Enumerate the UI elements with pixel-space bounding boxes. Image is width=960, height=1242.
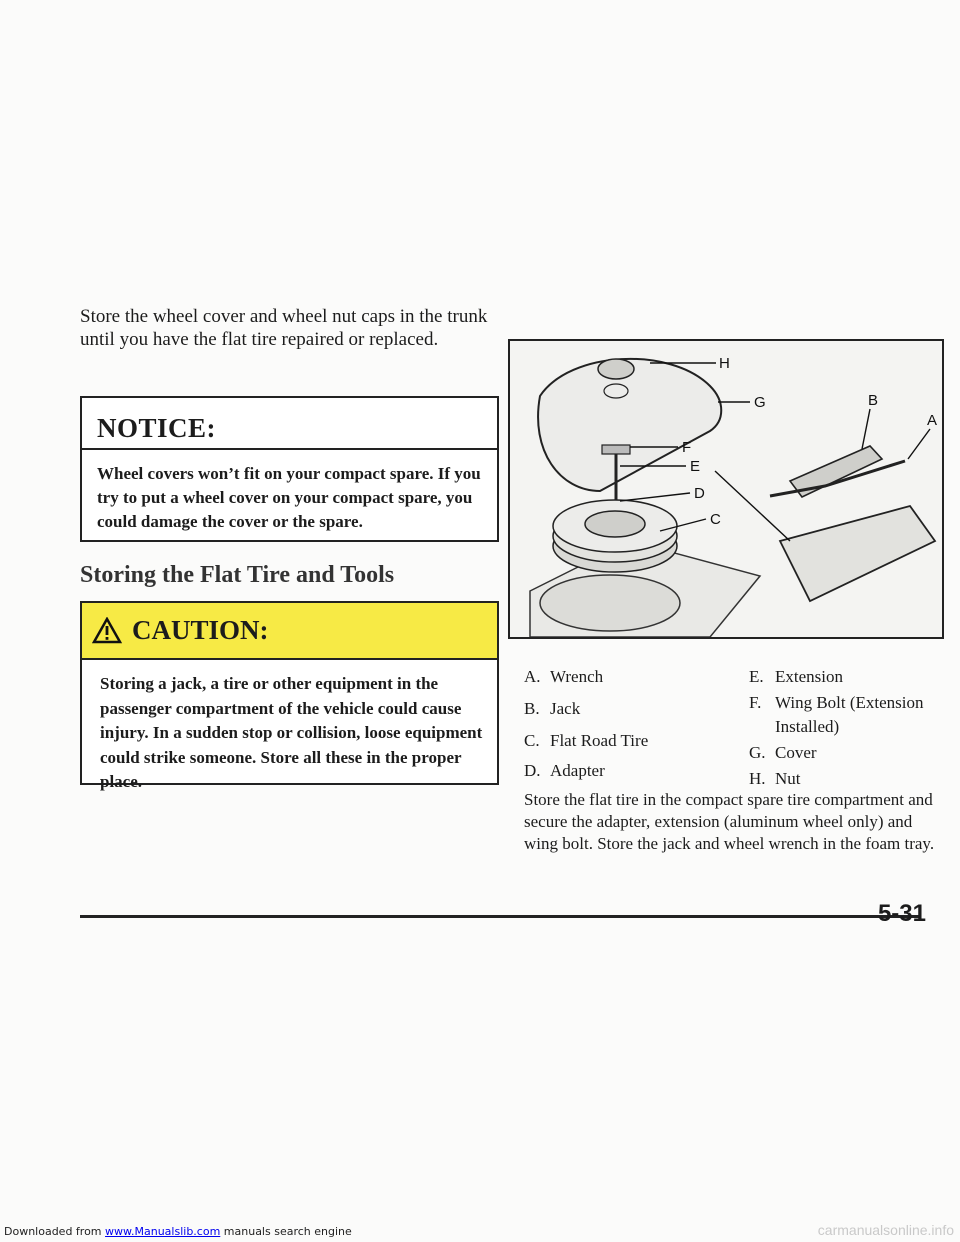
- legend-item: [749, 665, 949, 689]
- download-footer: [4, 1225, 352, 1238]
- legend-key: G.: [749, 743, 766, 762]
- nut-shape: [598, 359, 634, 379]
- spare-well-shape: [540, 575, 680, 631]
- page-number: 5-31: [877, 900, 926, 927]
- caution-box: [80, 601, 499, 791]
- footer-rule: [80, 915, 920, 918]
- notice-box: [80, 396, 499, 542]
- manualslib-link[interactable]: www.Manualslib.com: [105, 1225, 221, 1238]
- legend-key: F.: [749, 693, 762, 712]
- legend-text: Jack: [550, 699, 581, 718]
- legend-right: [749, 665, 949, 793]
- legend-text: Wing Bolt (Extension Installed): [775, 693, 924, 736]
- footer-suffix: manuals search engine: [220, 1225, 352, 1238]
- legend-text: Extension: [775, 667, 843, 686]
- legend-text: Adapter: [550, 761, 605, 780]
- section-heading: Storing the Flat Tire and Tools: [80, 562, 395, 588]
- legend-item: [749, 767, 949, 791]
- leader-line-b: [862, 409, 870, 449]
- legend-key: D.: [524, 761, 541, 780]
- diagram-illustration: [510, 341, 942, 637]
- legend-item: [524, 759, 734, 783]
- watermark: carmanualsonline.info: [817, 1222, 954, 1238]
- legend-item: [749, 691, 949, 739]
- figure-label-f: F: [682, 439, 692, 456]
- legend-key: B.: [524, 699, 540, 718]
- legend-text: Cover: [775, 743, 817, 762]
- footer-prefix: Downloaded from: [4, 1225, 106, 1238]
- store-paragraph: Store the flat tire in the compact spare tire compartment and secure the adapter, extension (aluminum wheel only) and wing bolt. Store the jack and wheel wrench in the foam tray.: [524, 790, 935, 853]
- legend-text: Nut: [775, 769, 801, 788]
- figure-label-c: C: [710, 511, 721, 528]
- notice-body: Wheel covers won’t fit on your compact spare. If you try to put a wheel cover on your compact spare, you could damage the cover or the spare.: [97, 464, 481, 531]
- wing-bolt-shape: [602, 445, 630, 454]
- legend-text: Wrench: [550, 667, 604, 686]
- figure-label-b: B: [868, 392, 879, 409]
- legend-text: Flat Road Tire: [550, 731, 649, 750]
- figure-label-a: A: [927, 412, 938, 429]
- legend-item: [524, 665, 734, 689]
- notice-title: NOTICE:: [82, 398, 497, 450]
- caution-body: Storing a jack, a tire or other equipment in the passenger compartment of the vehicle could cause injury. In a sudden stop or collision, loose equipment could strike someone. Store all these in the proper place.: [100, 674, 483, 791]
- legend-item: [749, 741, 949, 765]
- figure-label-h: H: [719, 355, 730, 372]
- figure-label-d: D: [694, 485, 705, 502]
- legend-left: [524, 665, 734, 789]
- legend-key: A.: [524, 667, 541, 686]
- leader-line-tray: [715, 471, 790, 541]
- leader-line-a: [908, 429, 930, 459]
- legend-item: [524, 697, 734, 721]
- figure-label-g: G: [754, 394, 766, 411]
- caution-header: [82, 603, 497, 660]
- caution-title: CAUTION:: [132, 615, 269, 645]
- legend-key: E.: [749, 667, 764, 686]
- foam-tray-shape: [780, 506, 935, 601]
- legend-key: C.: [524, 731, 540, 750]
- intro-paragraph: Store the wheel cover and wheel nut caps in the trunk until you have the flat tire repaired or replaced.: [80, 306, 488, 350]
- wheel-hub-shape: [585, 511, 645, 537]
- spare-tire-diagram: [508, 339, 944, 639]
- legend-key: H.: [749, 769, 766, 788]
- figure-label-e: E: [690, 458, 701, 475]
- leader-line-d: [620, 493, 690, 501]
- warning-triangle-icon: [92, 617, 122, 644]
- legend-item: [524, 729, 734, 753]
